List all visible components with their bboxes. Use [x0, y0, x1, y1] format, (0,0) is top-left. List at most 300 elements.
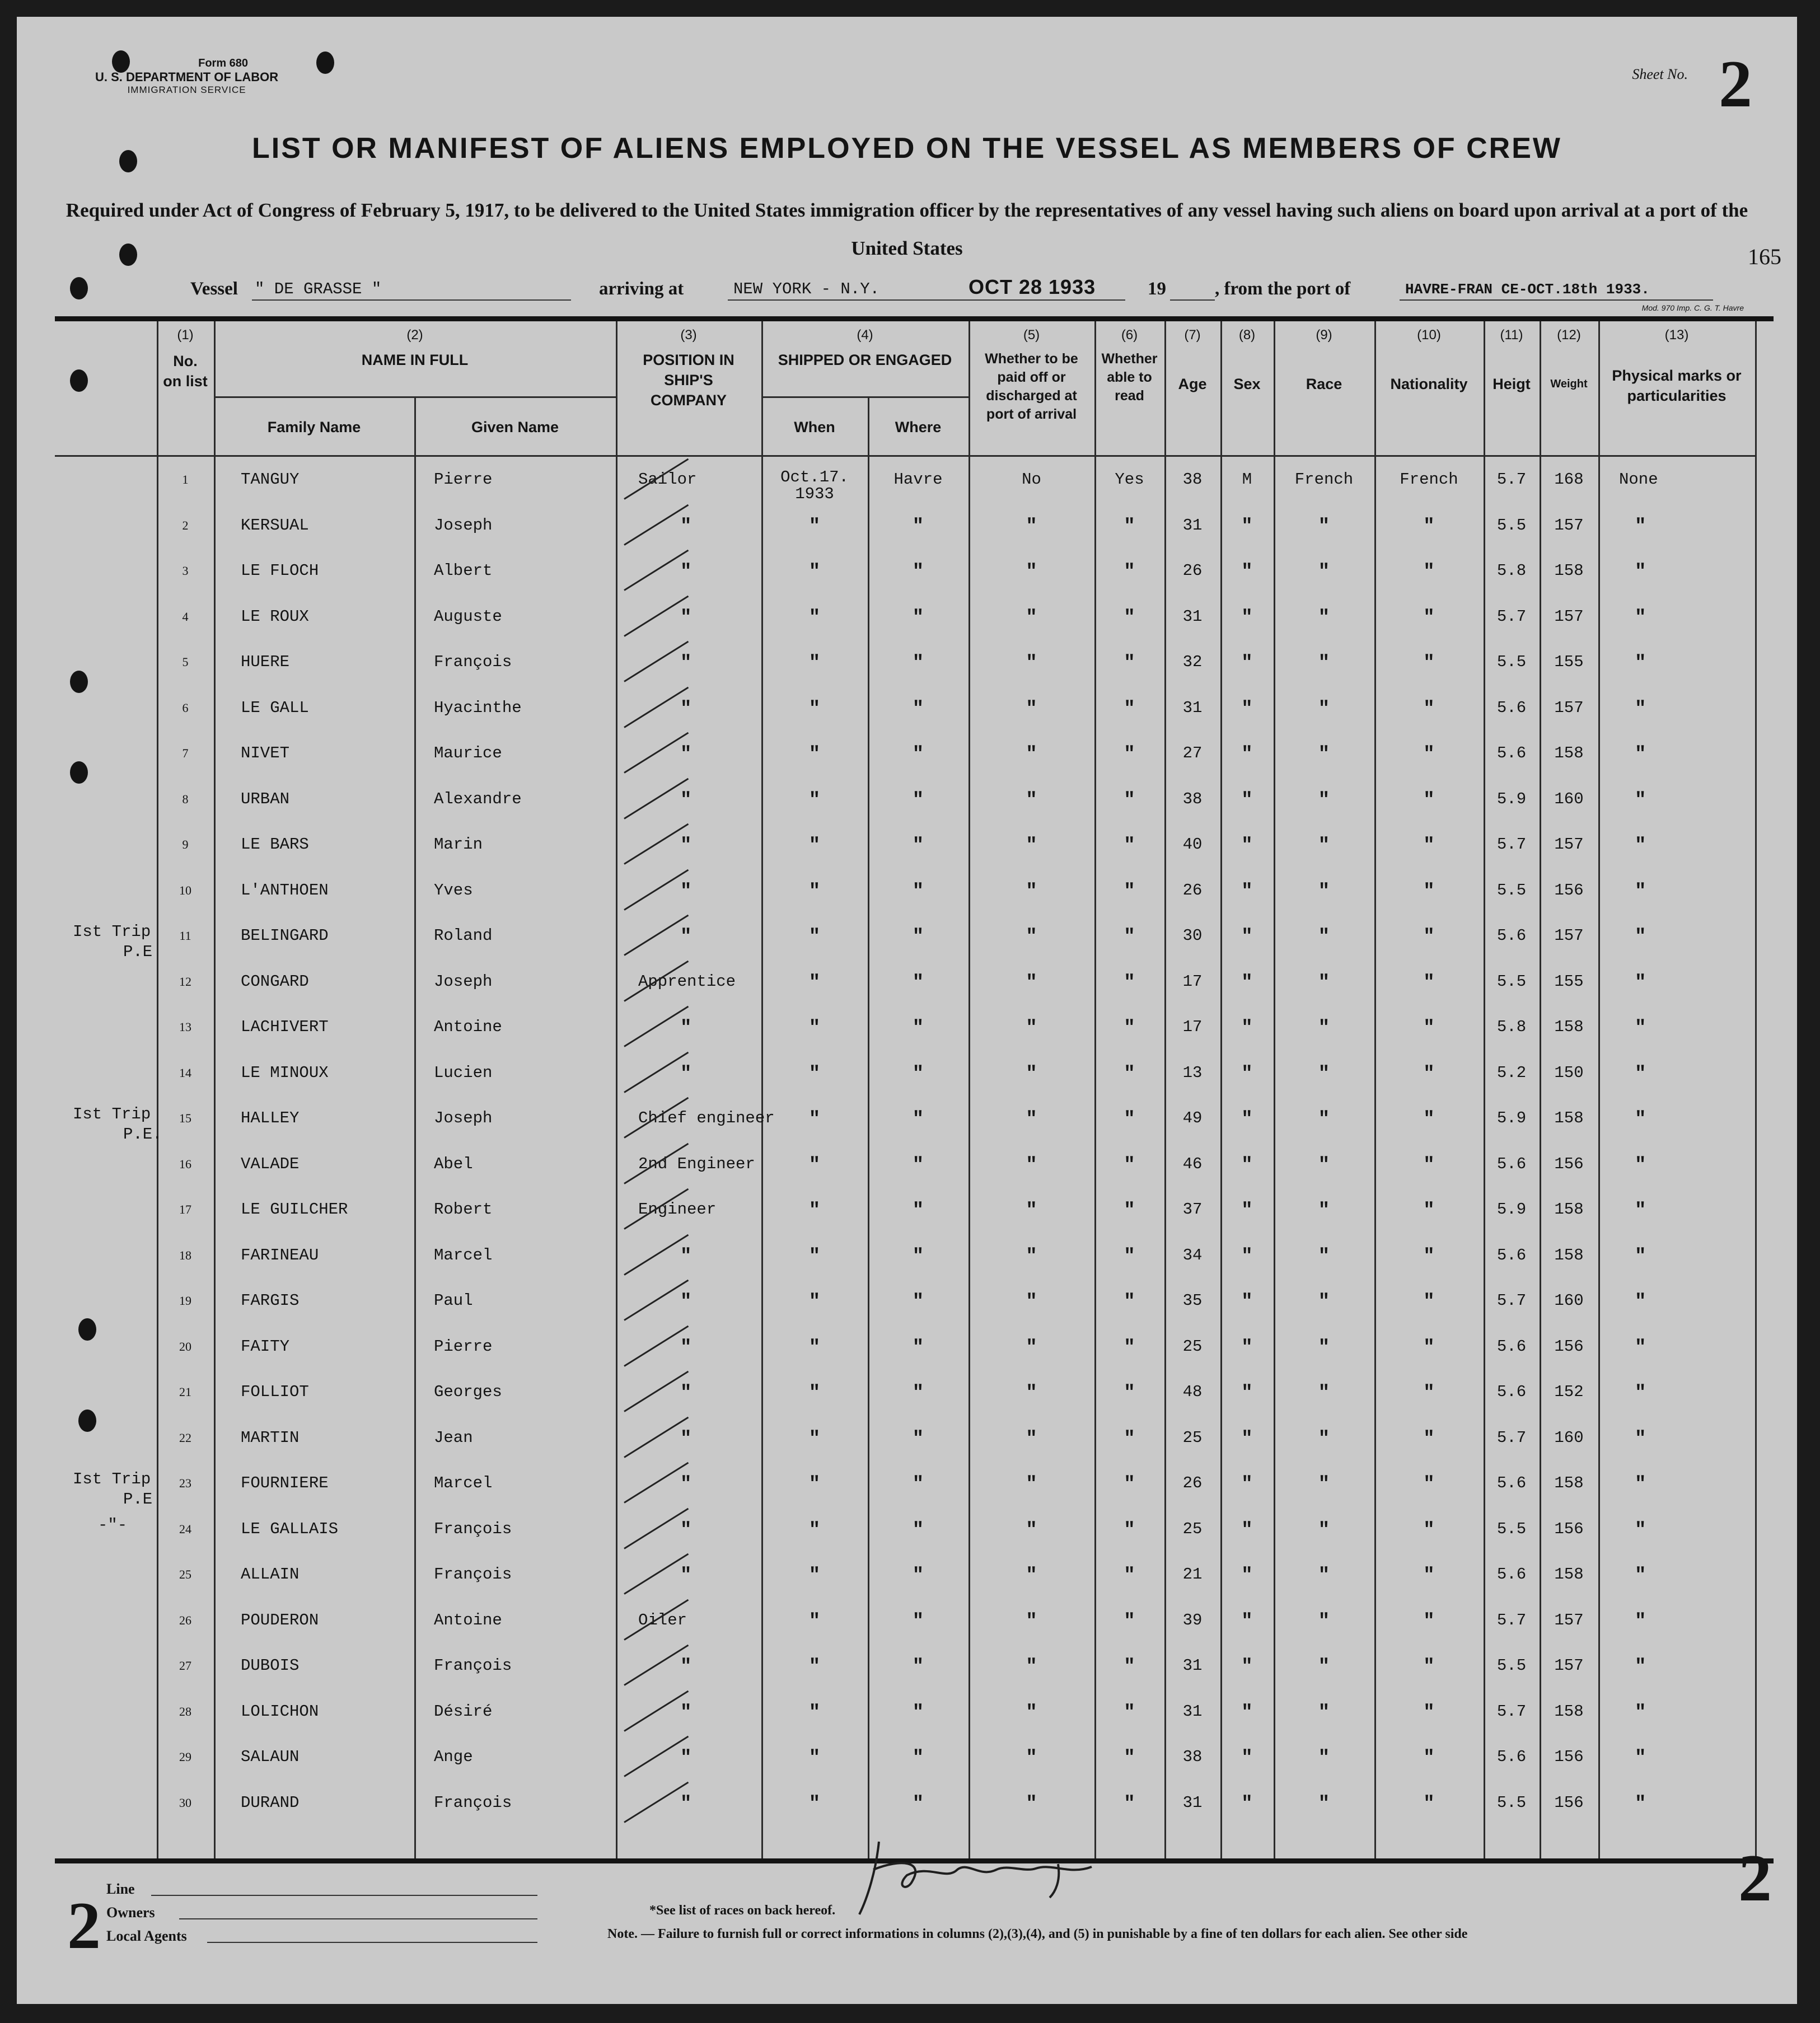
- physical-marks: ": [1635, 1428, 1646, 1450]
- physical-marks: ": [1635, 1793, 1646, 1815]
- family-name: DUBOIS: [241, 1656, 300, 1675]
- line-label: Line: [106, 1881, 135, 1897]
- paid-off: ": [1026, 653, 1037, 674]
- shipped-where: ": [912, 1383, 924, 1404]
- able-to-read: ": [1124, 1383, 1135, 1404]
- age: 26: [1182, 881, 1203, 900]
- given-name: Abel: [434, 1154, 473, 1173]
- position: ": [680, 789, 692, 811]
- row-number: 18: [179, 1248, 191, 1262]
- shipped-when: ": [808, 1474, 821, 1495]
- page-title: LIST OR MANIFEST OF ALIENS EMPLOYED ON THE VESSEL AS MEMBERS OF CREW: [252, 132, 1562, 165]
- weight: 155: [1554, 972, 1584, 991]
- family-name: MARTIN: [241, 1428, 300, 1447]
- able-to-read: ": [1124, 881, 1135, 902]
- shipped-when: ": [808, 1565, 821, 1586]
- sex: ": [1241, 1200, 1253, 1221]
- nationality: ": [1423, 1109, 1435, 1130]
- height: 5.6: [1496, 926, 1527, 945]
- shipped-when: ": [808, 881, 821, 902]
- physical-marks: ": [1635, 698, 1646, 720]
- race: ": [1318, 1519, 1330, 1541]
- age: 49: [1182, 1109, 1203, 1127]
- position: ": [680, 1018, 692, 1039]
- footer-sheet-number-left: 2: [67, 1888, 101, 1963]
- age: 31: [1182, 607, 1203, 626]
- shipped-where: ": [912, 835, 924, 856]
- height: 5.7: [1496, 835, 1527, 854]
- shipped-where: ": [912, 698, 924, 720]
- shipped-when: ": [808, 1109, 821, 1130]
- when-header: When: [794, 419, 835, 435]
- row-number: 5: [182, 655, 189, 669]
- punch-hole: [78, 1409, 96, 1432]
- col7-header: (7) Age: [1178, 327, 1207, 392]
- age: 38: [1182, 1748, 1203, 1766]
- shipped-where: ": [912, 653, 924, 674]
- shipped-when: ": [808, 698, 821, 720]
- paid-off: ": [1026, 1018, 1037, 1039]
- position: ": [680, 1291, 692, 1313]
- able-to-read: ": [1124, 744, 1135, 765]
- family-name: FOURNIERE: [241, 1474, 329, 1492]
- check-mark: [624, 550, 692, 591]
- given-name: François: [434, 1565, 512, 1584]
- footer-sheet-number-right: 2: [1738, 1841, 1772, 1915]
- check-mark: [624, 1280, 692, 1321]
- check-mark: [624, 1507, 692, 1549]
- position: Engineer: [638, 1200, 717, 1219]
- able-to-read: ": [1124, 1610, 1135, 1632]
- race: ": [1318, 516, 1330, 537]
- race: ": [1318, 1109, 1330, 1130]
- weight: 158: [1554, 1018, 1584, 1036]
- sex: ": [1241, 1610, 1253, 1632]
- family-name: DURAND: [241, 1793, 300, 1812]
- shipped-where: ": [912, 1519, 924, 1541]
- family-name: LE GUILCHER: [241, 1200, 348, 1219]
- paid-off: ": [1026, 516, 1037, 537]
- shipped-when: ": [808, 653, 821, 674]
- shipped-where: ": [912, 926, 924, 948]
- row-number: 16: [179, 1156, 191, 1171]
- race: ": [1318, 1154, 1330, 1176]
- position: ": [680, 835, 692, 856]
- position: ": [680, 1702, 692, 1724]
- nationality: French: [1400, 470, 1458, 489]
- able-to-read: ": [1124, 1245, 1135, 1267]
- able-to-read: ": [1124, 1793, 1135, 1815]
- margin-note-line: -"-: [98, 1515, 128, 1534]
- weight: 156: [1554, 1793, 1584, 1812]
- shipped-where: ": [912, 607, 924, 629]
- given-name: François: [434, 1519, 512, 1538]
- check-mark: [624, 1006, 692, 1047]
- family-name: HUERE: [241, 653, 290, 671]
- height: 5.2: [1496, 1063, 1527, 1082]
- position: ": [680, 561, 692, 583]
- margin-note: [98, 1515, 148, 1535]
- sex: ": [1241, 1656, 1253, 1678]
- check-mark: [624, 823, 692, 865]
- age: 13: [1182, 1063, 1203, 1082]
- row-number: 4: [182, 609, 189, 624]
- sex: ": [1241, 926, 1253, 948]
- height: 5.6: [1496, 744, 1527, 762]
- given-name: Antoine: [434, 1610, 502, 1629]
- from-port-label: , from the port of: [1215, 279, 1351, 299]
- sex: ": [1241, 1063, 1253, 1085]
- position: ": [680, 1337, 692, 1359]
- age: 26: [1182, 561, 1203, 580]
- age: 31: [1182, 698, 1203, 717]
- given-name: Albert: [434, 561, 493, 580]
- able-to-read: ": [1124, 835, 1135, 856]
- position: ": [680, 1063, 692, 1085]
- shipped-when: ": [808, 1748, 821, 1769]
- shipped-where: ": [912, 1793, 924, 1815]
- family-name: FOLLIOT: [241, 1383, 309, 1401]
- punch-hole: [316, 51, 334, 74]
- position: Chief engineer: [638, 1109, 775, 1127]
- col13-header: (13) Physical marks or particularities: [1612, 327, 1742, 404]
- sex: ": [1241, 881, 1253, 902]
- row-number: 10: [179, 883, 191, 897]
- nationality: ": [1423, 1337, 1435, 1359]
- family-name: NIVET: [241, 744, 290, 762]
- position: ": [680, 653, 692, 674]
- shipped-when: ": [808, 607, 821, 629]
- able-to-read: ": [1124, 1519, 1135, 1541]
- row-number: 19: [179, 1294, 191, 1308]
- check-mark: [624, 732, 692, 774]
- col9-header: (9) Race: [1306, 327, 1342, 392]
- age: 31: [1182, 1793, 1203, 1812]
- race: ": [1318, 653, 1330, 674]
- physical-marks: ": [1635, 1109, 1646, 1130]
- nationality: ": [1423, 1656, 1435, 1678]
- races-note: *See list of races on back hereof.: [649, 1903, 836, 1918]
- row-number: 30: [179, 1795, 191, 1810]
- physical-marks: ": [1635, 1200, 1646, 1221]
- weight: 158: [1554, 744, 1584, 762]
- nationality: ": [1423, 1610, 1435, 1632]
- physical-marks: ": [1635, 1519, 1646, 1541]
- col4-header: (4) SHIPPED OR ENGAGED: [778, 327, 952, 368]
- weight: 155: [1554, 653, 1584, 671]
- sex: ": [1241, 789, 1253, 811]
- shipped-where: ": [912, 1245, 924, 1267]
- height: 5.5: [1496, 972, 1527, 991]
- position: ": [680, 1748, 692, 1769]
- check-mark: [624, 1416, 692, 1458]
- height: 5.5: [1496, 516, 1527, 535]
- check-mark: [624, 1325, 692, 1366]
- age: 46: [1182, 1154, 1203, 1173]
- shipped-where: ": [912, 1610, 924, 1632]
- service-name: IMMIGRATION SERVICE: [127, 85, 246, 95]
- family-name: POUDERON: [241, 1610, 319, 1629]
- department-name: U. S. DEPARTMENT OF LABOR: [95, 70, 279, 84]
- given-name: Pierre: [434, 470, 493, 489]
- weight: 158: [1554, 1702, 1584, 1721]
- position: Apprentice: [638, 972, 736, 991]
- age: 25: [1182, 1428, 1203, 1447]
- physical-marks: ": [1635, 607, 1646, 629]
- weight: 152: [1554, 1383, 1584, 1401]
- sex: ": [1241, 607, 1253, 629]
- nationality: ": [1423, 1519, 1435, 1541]
- punch-hole: [70, 277, 88, 299]
- sex: ": [1241, 835, 1253, 856]
- nationality: ": [1423, 561, 1435, 583]
- row-number: 7: [182, 746, 189, 760]
- sex: ": [1241, 744, 1253, 765]
- given-name: Alexandre: [434, 789, 522, 808]
- shipped-when: ": [808, 1291, 821, 1313]
- physical-marks: ": [1635, 1154, 1646, 1176]
- shipped-when: ": [808, 561, 821, 583]
- shipped-where: ": [912, 1018, 924, 1039]
- nationality: ": [1423, 789, 1435, 811]
- printer-mark: Mod. 970 Imp. C. G. T. Havre: [1641, 303, 1744, 312]
- given-name: Jean: [434, 1428, 473, 1447]
- check-mark: [624, 504, 692, 545]
- row-number: 11: [179, 929, 191, 943]
- position: ": [680, 607, 692, 629]
- nationality: ": [1423, 1428, 1435, 1450]
- nationality: ": [1423, 1154, 1435, 1176]
- height: 5.9: [1496, 789, 1527, 808]
- nationality: ": [1423, 1018, 1435, 1039]
- position: ": [680, 1474, 692, 1495]
- shipped-when: Oct.17.: [780, 468, 849, 486]
- check-mark: [624, 1645, 692, 1686]
- shipped-where: ": [912, 1656, 924, 1678]
- age: 31: [1182, 1702, 1203, 1721]
- given-name: Joseph: [434, 516, 493, 535]
- check-mark: [624, 686, 692, 728]
- check-mark: [624, 1051, 692, 1093]
- shipped-where: ": [912, 1154, 924, 1176]
- shipped-when: ": [808, 1793, 821, 1815]
- race: ": [1318, 881, 1330, 902]
- shipped-when: ": [808, 1656, 821, 1678]
- check-mark: [624, 1371, 692, 1412]
- physical-marks: ": [1635, 972, 1646, 994]
- paid-off: ": [1026, 1154, 1037, 1176]
- row-number: 29: [179, 1750, 191, 1764]
- paid-off: ": [1026, 744, 1037, 765]
- row-number: 14: [179, 1065, 191, 1080]
- row-number: 15: [179, 1111, 191, 1125]
- margin-note-line: P.E: [123, 1490, 153, 1509]
- weight: 158: [1554, 1109, 1584, 1127]
- physical-marks: ": [1635, 789, 1646, 811]
- row-number: 25: [179, 1567, 191, 1581]
- local-agents-label: Local Agents: [106, 1928, 187, 1944]
- race: ": [1318, 561, 1330, 583]
- race: ": [1318, 698, 1330, 720]
- manifest-sheet: [17, 17, 1797, 2004]
- shipped-where: Havre: [893, 470, 943, 489]
- weight: 157: [1554, 607, 1584, 626]
- sex: ": [1241, 1245, 1253, 1267]
- vessel-name: " DE GRASSE ": [255, 280, 382, 298]
- paid-off: ": [1026, 1428, 1037, 1450]
- paid-off: No: [1022, 470, 1041, 489]
- given-name: Robert: [434, 1200, 493, 1219]
- age: 26: [1182, 1474, 1203, 1492]
- given-name: Désiré: [434, 1702, 493, 1721]
- given-name: François: [434, 653, 512, 671]
- age: 27: [1182, 744, 1203, 762]
- weight: 156: [1554, 1337, 1584, 1356]
- family-name: ALLAIN: [241, 1565, 300, 1584]
- shipped-where: ": [912, 881, 924, 902]
- check-mark: [624, 641, 692, 682]
- row-number: 28: [179, 1704, 191, 1718]
- shipped-where: ": [912, 972, 924, 994]
- row-number: 17: [179, 1202, 191, 1216]
- height: 5.9: [1496, 1200, 1527, 1219]
- from-port: HAVRE-FRAN CE-OCT.18th 1933.: [1405, 281, 1650, 298]
- age: 31: [1182, 1656, 1203, 1675]
- col12-header: (12) Weight: [1550, 327, 1588, 390]
- row-number: 2: [182, 518, 189, 532]
- form-number: Form 680: [198, 57, 249, 69]
- race: ": [1318, 789, 1330, 811]
- able-to-read: ": [1124, 561, 1135, 583]
- arriving-label: arriving at: [599, 279, 684, 299]
- sex: ": [1241, 1474, 1253, 1495]
- able-to-read: ": [1124, 926, 1135, 948]
- family-name: HALLEY: [241, 1109, 300, 1127]
- shipped-when: ": [808, 1337, 821, 1359]
- nationality: ": [1423, 1748, 1435, 1769]
- able-to-read: ": [1124, 1702, 1135, 1724]
- race: ": [1318, 1656, 1330, 1678]
- shipped-when: ": [808, 1200, 821, 1221]
- age: 25: [1182, 1519, 1203, 1538]
- family-name: FARINEAU: [241, 1245, 319, 1265]
- shipped-when: ": [808, 972, 821, 994]
- paid-off: ": [1026, 835, 1037, 856]
- height: 5.5: [1496, 1793, 1527, 1812]
- physical-marks: ": [1635, 1337, 1646, 1359]
- row-number: 24: [179, 1521, 191, 1536]
- punch-hole: [70, 671, 88, 693]
- weight: 158: [1554, 1474, 1584, 1492]
- position: ": [680, 926, 692, 948]
- height: 5.7: [1496, 1428, 1527, 1447]
- nationality: ": [1423, 1702, 1435, 1724]
- weight: 156: [1554, 881, 1584, 900]
- penalty-note: Note. — Failure to furnish full or correct informations in columns (2),(3),(4), and (5) in punishable by a fine of ten dollars for each alien. See other side: [607, 1927, 1468, 1941]
- family-name: FAITY: [241, 1337, 290, 1356]
- position: ": [680, 1245, 692, 1267]
- shipped-where: ": [912, 561, 924, 583]
- able-to-read: ": [1124, 1018, 1135, 1039]
- age: 30: [1182, 926, 1203, 945]
- check-mark: [624, 915, 692, 956]
- height: 5.7: [1496, 1610, 1527, 1629]
- weight: 158: [1554, 1245, 1584, 1265]
- shipped-when: ": [808, 516, 821, 537]
- weight: 157: [1554, 516, 1584, 535]
- paid-off: ": [1026, 1063, 1037, 1085]
- given-name: Hyacinthe: [434, 698, 522, 717]
- able-to-read: ": [1124, 1748, 1135, 1769]
- sex: ": [1241, 1793, 1253, 1815]
- height: 5.5: [1496, 1656, 1527, 1675]
- weight: 158: [1554, 1200, 1584, 1219]
- race: ": [1318, 926, 1330, 948]
- shipped-where: ": [912, 1109, 924, 1130]
- family-name: SALAUN: [241, 1748, 300, 1766]
- paid-off: ": [1026, 789, 1037, 811]
- weight: 160: [1554, 1291, 1584, 1310]
- family-name: LE GALLAIS: [241, 1519, 339, 1538]
- nationality: ": [1423, 1200, 1435, 1221]
- position: ": [680, 744, 692, 765]
- row-number: 26: [179, 1613, 191, 1627]
- age: 48: [1182, 1383, 1203, 1401]
- nationality: ": [1423, 835, 1435, 856]
- sex: ": [1241, 1428, 1253, 1450]
- weight: 157: [1554, 926, 1584, 945]
- able-to-read: ": [1124, 1656, 1135, 1678]
- margin-note: [73, 1104, 162, 1145]
- age: 37: [1182, 1200, 1203, 1219]
- position: ": [680, 516, 692, 537]
- able-to-read: ": [1124, 1291, 1135, 1313]
- row-number: 27: [179, 1659, 191, 1673]
- physical-marks: ": [1635, 1474, 1646, 1495]
- height: 5.6: [1496, 698, 1527, 717]
- nationality: ": [1423, 972, 1435, 994]
- row-number: 12: [179, 974, 191, 989]
- weight: 156: [1554, 1748, 1584, 1766]
- col11-header: (11) Heigt: [1493, 327, 1531, 392]
- physical-marks: ": [1635, 561, 1646, 583]
- nationality: ": [1423, 1291, 1435, 1313]
- given-name: Marin: [434, 835, 483, 854]
- sex: ": [1241, 1565, 1253, 1586]
- position: ": [680, 1428, 692, 1450]
- nationality: ": [1423, 516, 1435, 537]
- given-name: François: [434, 1656, 512, 1675]
- age: 31: [1182, 516, 1203, 535]
- shipped-where: ": [912, 1565, 924, 1586]
- family-name: LACHIVERT: [241, 1018, 329, 1036]
- race: ": [1318, 1748, 1330, 1769]
- physical-marks: ": [1635, 1656, 1646, 1678]
- nationality: ": [1423, 1383, 1435, 1404]
- able-to-read: ": [1124, 1063, 1135, 1085]
- weight: 156: [1554, 1154, 1584, 1173]
- physical-marks: None: [1619, 470, 1658, 489]
- paid-off: ": [1026, 972, 1037, 994]
- height: 5.6: [1496, 1245, 1527, 1265]
- shipped-when: ": [808, 1063, 821, 1085]
- family-name: LE FLOCH: [241, 561, 319, 580]
- paid-off: ": [1026, 1245, 1037, 1267]
- shipped-when: ": [808, 744, 821, 765]
- sex: ": [1241, 1337, 1253, 1359]
- nationality: ": [1423, 744, 1435, 765]
- race: ": [1318, 1245, 1330, 1267]
